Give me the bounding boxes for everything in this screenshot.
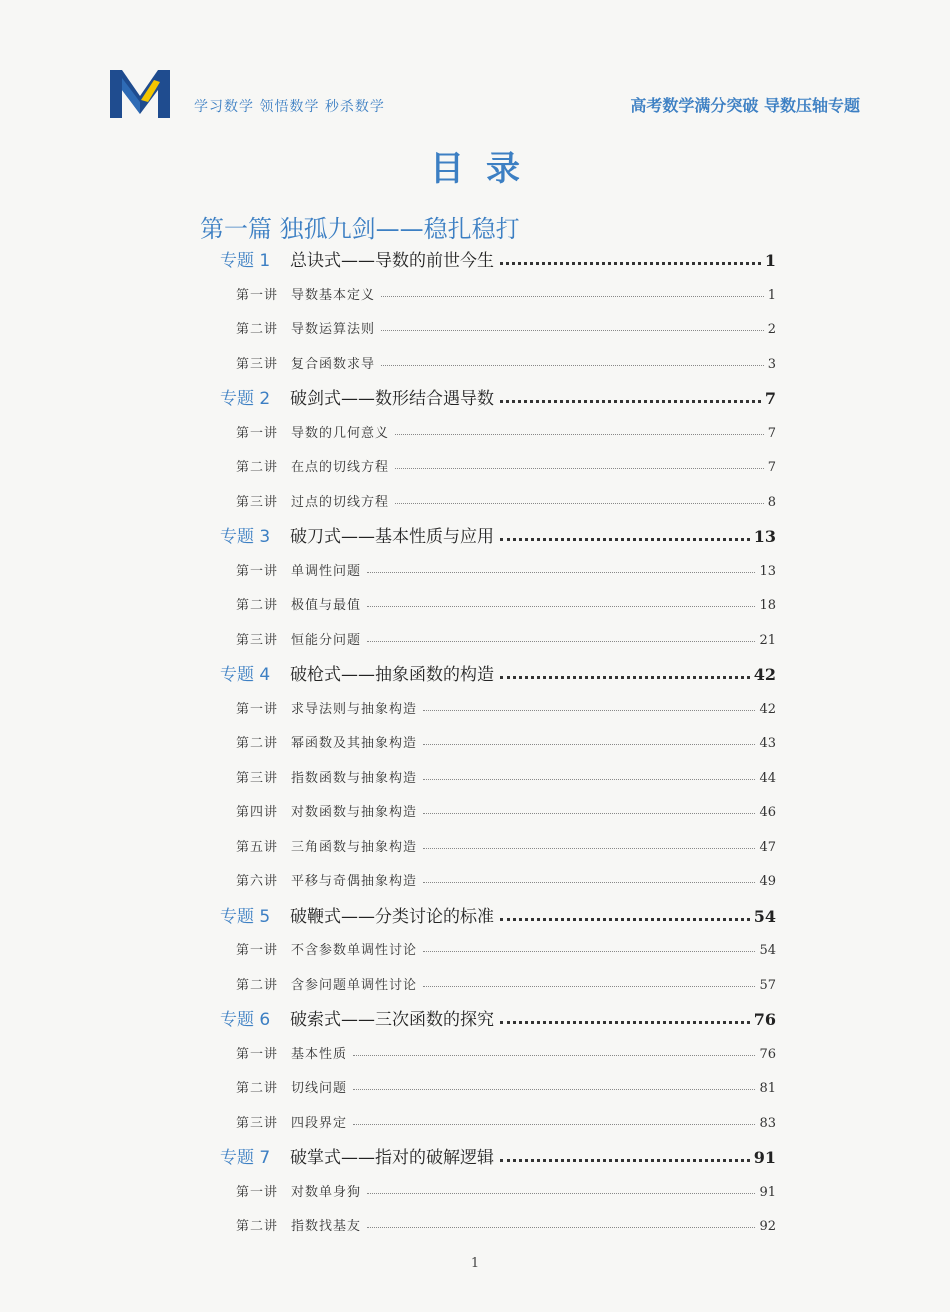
lecture-page-number: 49 [759,874,776,889]
toc-lecture-row[interactable] [236,318,776,352]
lecture-page-number: 92 [759,1219,776,1234]
topic-label: 专题 5 [220,906,271,927]
toc-lecture-row[interactable] [236,594,776,628]
page-header [108,60,868,120]
lecture-name: 极值与最值 [291,598,362,613]
dot-leader [500,262,761,265]
lecture-name: 指数函数与抽象构造 [291,770,418,786]
dot-leader [423,951,755,952]
lecture-label: 第一讲 [236,1184,279,1200]
dot-leader [395,503,764,504]
dot-leader [353,1124,755,1125]
lecture-label: 第一讲 [236,287,279,303]
topic-page-number: 54 [753,906,776,926]
lecture-page-number: 21 [759,632,776,648]
lecture-name: 过点的切线方程 [291,494,390,510]
lecture-page-number: 81 [759,1081,776,1096]
lecture-label: 第三讲 [236,770,279,786]
dot-leader [500,918,750,921]
lecture-page-number: 47 [759,839,776,855]
lecture-page-number: 54 [759,943,776,958]
topic-name: 破枪式——抽象函数的构造 [290,665,494,685]
lecture-page-number: 44 [759,770,776,786]
lecture-page-number: 13 [759,563,776,579]
lecture-label: 第一讲 [236,943,279,958]
dot-leader [367,606,755,607]
toc-lecture-row[interactable] [236,1181,776,1215]
dot-leader [381,330,764,331]
dot-leader [423,986,755,987]
topic-page-number: 7 [764,389,776,408]
lecture-label: 第四讲 [236,805,279,820]
lecture-label: 第二讲 [236,322,279,337]
lecture-name: 指数找基友 [291,1219,362,1234]
lecture-name: 四段界定 [291,1115,348,1131]
toc-lecture-row[interactable] [236,974,776,1008]
topic-label: 专题 6 [220,1010,271,1030]
toc-lecture-row[interactable] [236,629,776,663]
dot-leader [423,848,755,849]
toc-lecture-row[interactable] [236,353,776,387]
lecture-page-number: 8 [767,494,776,510]
lecture-label: 第一讲 [236,563,279,579]
dot-leader [423,882,755,883]
toc-topic-row[interactable] [220,660,776,694]
dot-leader [381,365,764,366]
topic-page-number: 1 [764,251,776,270]
toc-lecture-row[interactable] [236,491,776,525]
lecture-name: 对数单身狗 [291,1184,362,1200]
toc-lecture-row[interactable] [236,1112,776,1146]
lecture-page-number: 2 [767,322,776,337]
dot-leader [423,813,755,814]
dot-leader [395,434,764,435]
lecture-name: 不含参数单调性讨论 [291,943,418,958]
lecture-name: 导数的几何意义 [291,425,390,441]
lecture-name: 幂函数及其抽象构造 [291,736,418,751]
lecture-label: 第三讲 [236,632,279,648]
lecture-name: 基本性质 [291,1046,348,1062]
toc-topic-row[interactable] [220,384,776,418]
lecture-page-number: 7 [767,425,776,441]
toc-lecture-row[interactable] [236,870,776,904]
dot-leader [423,744,755,745]
toc-lecture-row[interactable] [236,732,776,766]
toc-title: 目录 [430,149,542,189]
lecture-label: 第二讲 [236,598,279,613]
dot-leader [423,779,755,780]
topic-name: 破掌式——指对的破解逻辑 [290,1148,494,1168]
lecture-label: 第一讲 [236,1046,279,1062]
toc-lecture-row[interactable] [236,836,776,870]
lecture-page-number: 7 [767,460,776,475]
lecture-label: 第一讲 [236,701,279,717]
topic-page-number: 13 [753,527,776,546]
lecture-label: 第二讲 [236,1081,279,1096]
lecture-name: 复合函数求导 [291,356,376,372]
toc-lecture-row[interactable] [236,284,776,318]
topic-name: 总诀式——导数的前世今生 [290,251,494,271]
lecture-page-number: 1 [767,287,776,303]
lecture-label: 第五讲 [236,839,279,855]
lecture-page-number: 43 [759,736,776,751]
lecture-page-number: 83 [759,1115,776,1131]
toc-lecture-row[interactable] [236,698,776,732]
lecture-page-number: 18 [759,598,776,613]
toc-lecture-row[interactable] [236,767,776,801]
lecture-page-number: 91 [759,1184,776,1200]
topic-label: 专题 1 [220,251,271,271]
lecture-label: 第二讲 [236,1219,279,1234]
part-title: 第一篇 独孤九剑——稳扎稳打 [200,215,520,243]
dot-leader [367,1227,755,1228]
topic-page-number: 91 [753,1148,776,1167]
toc-lecture-row[interactable] [236,939,776,973]
lecture-label: 第三讲 [236,1115,279,1131]
slogan: 学习数学 领悟数学 秒杀数学 [194,99,385,115]
toc-lecture-row[interactable] [236,560,776,594]
lecture-label: 第二讲 [236,977,279,993]
topic-page-number: 76 [753,1010,776,1029]
lecture-label: 第一讲 [236,425,279,441]
dot-leader [381,296,764,297]
lecture-name: 恒能分问题 [291,632,362,648]
toc-lecture-row[interactable] [236,1215,776,1249]
lecture-name: 切线问题 [291,1081,348,1096]
dot-leader [500,1159,750,1162]
lecture-name: 导数基本定义 [291,287,376,303]
topic-name: 破剑式——数形结合遇导数 [290,389,494,409]
dot-leader [423,710,755,711]
lecture-page-number: 46 [759,805,776,820]
lecture-label: 第三讲 [236,494,279,510]
topic-name: 破索式——三次函数的探究 [290,1010,494,1030]
lecture-page-number: 57 [759,977,776,993]
logo-icon [108,66,172,120]
lecture-page-number: 3 [767,356,776,372]
lecture-page-number: 42 [759,701,776,717]
dot-leader [367,641,755,642]
dot-leader [500,1021,750,1024]
topic-name: 破刀式——基本性质与应用 [290,527,494,547]
toc-lecture-row[interactable] [236,456,776,490]
lecture-label: 第二讲 [236,460,279,475]
dot-leader [395,468,764,469]
lecture-name: 在点的切线方程 [291,460,390,475]
book-title: 高考数学满分突破 导数压轴专题 [630,96,860,115]
toc-topic-row[interactable] [220,522,776,556]
dot-leader [500,400,761,403]
topic-name: 破鞭式——分类讨论的标准 [290,906,494,927]
topic-label: 专题 7 [220,1148,271,1168]
page-number: 1 [470,1256,480,1271]
toc-topic-row[interactable] [220,246,776,280]
topic-label: 专题 2 [220,389,271,409]
lecture-name: 平移与奇偶抽象构造 [291,874,418,889]
lecture-label: 第六讲 [236,874,279,889]
dot-leader [353,1089,755,1090]
lecture-name: 三角函数与抽象构造 [291,839,418,855]
toc-lecture-row[interactable] [236,422,776,456]
toc-lecture-row[interactable] [236,801,776,835]
toc-lecture-row[interactable] [236,1077,776,1111]
toc-lecture-row[interactable] [236,1043,776,1077]
topic-label: 专题 4 [220,665,271,685]
toc-topic-row[interactable] [220,1143,776,1177]
dot-leader [353,1055,755,1056]
lecture-name: 求导法则与抽象构造 [291,701,418,717]
lecture-page-number: 76 [759,1046,776,1062]
lecture-name: 含参问题单调性讨论 [291,977,418,993]
lecture-name: 对数函数与抽象构造 [291,805,418,820]
dot-leader [500,676,750,679]
toc-topic-row[interactable] [220,1005,776,1039]
topic-page-number: 42 [753,665,776,684]
lecture-label: 第二讲 [236,736,279,751]
toc-topic-row[interactable] [220,902,776,936]
dot-leader [500,538,750,541]
dot-leader [367,1193,755,1194]
lecture-name: 导数运算法则 [291,322,376,337]
dot-leader [367,572,755,573]
lecture-label: 第三讲 [236,356,279,372]
lecture-name: 单调性问题 [291,563,362,579]
topic-label: 专题 3 [220,527,271,547]
